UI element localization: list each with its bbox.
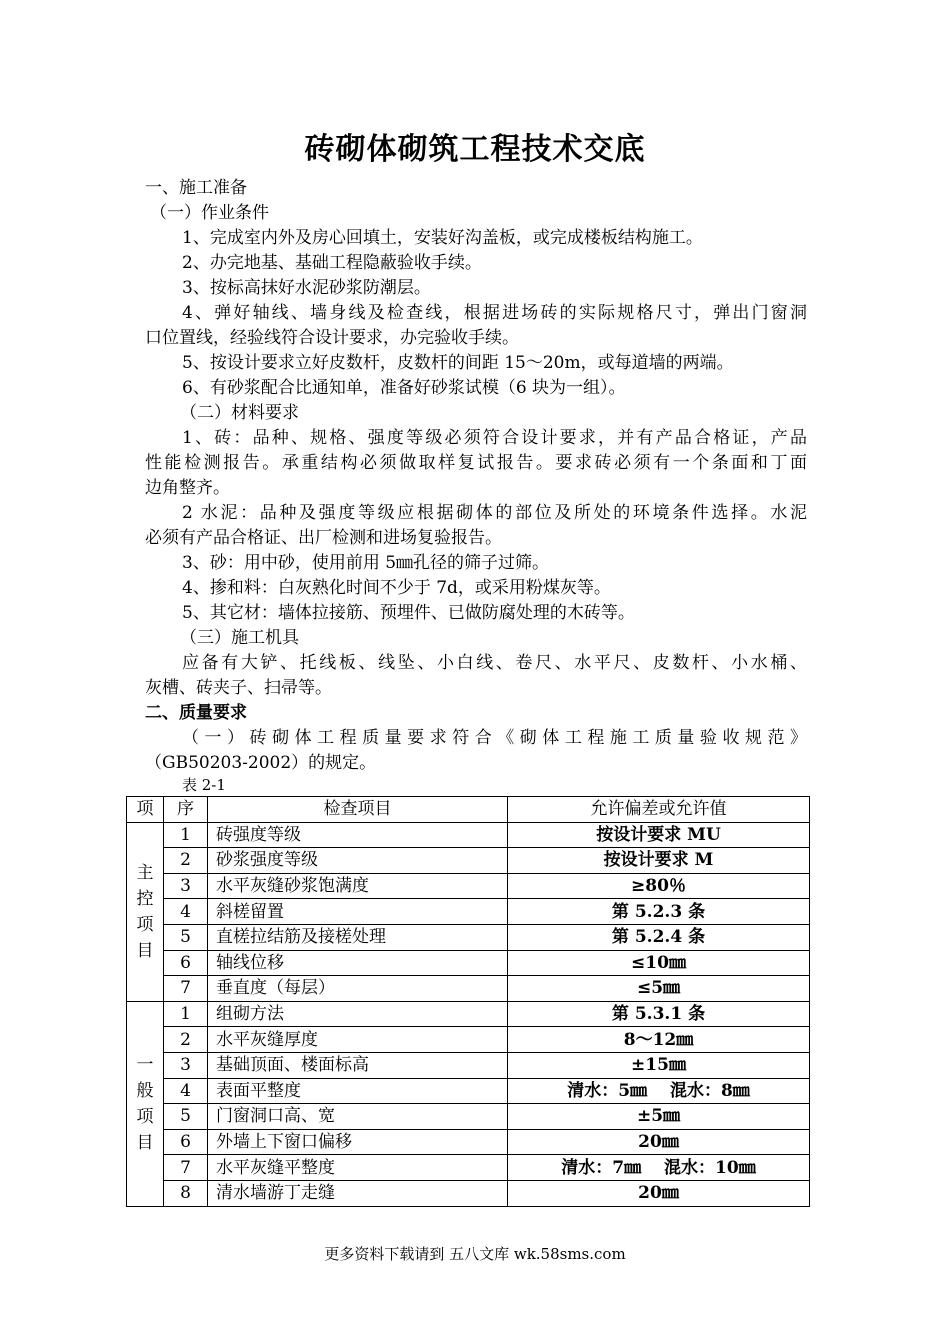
subsection-heading-materials: （二）材料要求 <box>180 403 299 423</box>
table-row <box>127 1027 810 1053</box>
header-cell-value: 允许偏差或允许值 <box>508 797 810 823</box>
row-value: 20㎜ <box>508 1129 810 1155</box>
paragraph-line: 1、砖：品种、规格、强度等级必须符合设计要求，并有产品合格证，产品 <box>182 428 807 448</box>
row-seq: 6 <box>164 1129 208 1155</box>
paragraph-line: 边角整齐。 <box>145 478 230 498</box>
row-value: ±5㎜ <box>508 1104 810 1130</box>
group-label-general <box>127 1001 164 1206</box>
row-item: 水平灰缝砂浆饱满度 <box>208 873 508 899</box>
paragraph-line: （一）砖砌体工程质量要求符合《砌体工程施工质量验收规范》 <box>182 728 807 748</box>
row-item: 表面平整度 <box>208 1078 508 1104</box>
row-seq: 7 <box>164 1155 208 1181</box>
row-seq: 1 <box>164 822 208 848</box>
row-item: 水平灰缝厚度 <box>208 1027 508 1053</box>
paragraph-line: （GB50203-2002）的规定。 <box>145 753 377 773</box>
subsection-heading-tools: （三）施工机具 <box>180 628 299 648</box>
row-seq: 6 <box>164 950 208 976</box>
row-seq: 2 <box>164 848 208 874</box>
row-seq: 1 <box>164 1001 208 1027</box>
table-row <box>127 848 810 874</box>
table-row <box>127 1052 810 1078</box>
row-item: 组砌方法 <box>208 1001 508 1027</box>
row-value: ≤5㎜ <box>508 976 810 1002</box>
row-item: 外墙上下窗口偏移 <box>208 1129 508 1155</box>
row-item: 基础顶面、楼面标高 <box>208 1052 508 1078</box>
row-value: ±15㎜ <box>508 1052 810 1078</box>
table-row <box>127 822 810 848</box>
row-value: 按设计要求 M <box>508 848 810 874</box>
row-item: 砖强度等级 <box>208 822 508 848</box>
paragraph-line: 1、完成室内外及房心回填土，安装好沟盖板，或完成楼板结构施工。 <box>182 228 703 248</box>
row-seq: 3 <box>164 1052 208 1078</box>
table-row <box>127 899 810 925</box>
group-label-main-control <box>127 822 164 1001</box>
header-cell-group: 项 <box>127 797 164 823</box>
row-value: 清水：7㎜ 混水：10㎜ <box>508 1155 810 1181</box>
row-value: 20㎜ <box>508 1180 810 1206</box>
table-caption: 表 2-1 <box>182 776 226 794</box>
table-row <box>127 1104 810 1130</box>
row-item: 砂浆强度等级 <box>208 848 508 874</box>
table-row <box>127 873 810 899</box>
row-value: 8～12㎜ <box>508 1027 810 1053</box>
row-item: 直槎拉结筋及接槎处理 <box>208 924 508 950</box>
paragraph-line: 必须有产品合格证、出厂检测和进场复验报告。 <box>145 528 502 548</box>
group-label-text: 主控项目 <box>136 862 154 961</box>
paragraph-line: 3、按标高抹好水泥砂浆防潮层。 <box>182 278 431 298</box>
table-row <box>127 1001 810 1027</box>
row-value: ≤10㎜ <box>508 950 810 976</box>
table-row <box>127 1180 810 1206</box>
paragraph-line: 灰槽、砖夹子、扫帚等。 <box>145 678 332 698</box>
table-row <box>127 1155 810 1181</box>
row-item: 斜槎留置 <box>208 899 508 925</box>
table-header-row <box>127 797 810 823</box>
page-footer[interactable]: 更多资料下载请到 五八文库 wk.58sms.com <box>324 1245 626 1263</box>
table-row <box>127 976 810 1002</box>
paragraph-line: 应备有大铲、托线板、线坠、小白线、卷尺、水平尺、皮数杆、小水桶、 <box>182 653 807 673</box>
row-seq: 3 <box>164 873 208 899</box>
paragraph-line: 5、按设计要求立好皮数杆，皮数杆的间距 15～20m，或每道墙的两端。 <box>182 353 734 373</box>
table-row <box>127 1078 810 1104</box>
header-cell-item: 检查项目 <box>208 797 508 823</box>
paragraph-line: 5、其它材：墙体拉接筋、预埋件、已做防腐处理的木砖等。 <box>182 603 635 623</box>
header-cell-seq: 序 <box>164 797 208 823</box>
table-row <box>127 950 810 976</box>
table-row <box>127 1129 810 1155</box>
row-seq: 5 <box>164 924 208 950</box>
paragraph-line: 2 水泥：品种及强度等级应根据砌体的部位及所处的环境条件选择。水泥 <box>182 503 807 523</box>
paragraph-line: 3、砂：用中砂，使用前用 5㎜孔径的筛子过筛。 <box>182 553 550 573</box>
paragraph-line: 6、有砂浆配合比通知单，准备好砂浆试模（6 块为一组）。 <box>182 378 626 398</box>
subsection-heading-conditions: （一）作业条件 <box>150 203 269 223</box>
row-seq: 2 <box>164 1027 208 1053</box>
row-seq: 8 <box>164 1180 208 1206</box>
quality-table <box>126 796 810 1207</box>
row-item: 水平灰缝平整度 <box>208 1155 508 1181</box>
row-seq: 7 <box>164 976 208 1002</box>
document-title: 砖砌体砌筑工程技术交底 <box>304 132 646 167</box>
row-item: 清水墙游丁走缝 <box>208 1180 508 1206</box>
paragraph-line: 性能检测报告。承重结构必须做取样复试报告。要求砖必须有一个条面和丁面 <box>145 453 807 473</box>
section-heading-2: 二、质量要求 <box>145 703 247 723</box>
row-value: 按设计要求 MU <box>508 822 810 848</box>
row-seq: 4 <box>164 899 208 925</box>
section-heading-1: 一、施工准备 <box>145 178 247 198</box>
row-value: 第 5.2.3 条 <box>508 899 810 925</box>
row-item: 垂直度（每层） <box>208 976 508 1002</box>
row-value: 第 5.3.1 条 <box>508 1001 810 1027</box>
row-seq: 5 <box>164 1104 208 1130</box>
paragraph-line: 口位置线，经验线符合设计要求，办完验收手续。 <box>145 328 519 348</box>
row-seq: 4 <box>164 1078 208 1104</box>
row-value: 清水：5㎜ 混水：8㎜ <box>508 1078 810 1104</box>
paragraph-line: 2、办完地基、基础工程隐蔽验收手续。 <box>182 253 482 273</box>
paragraph-line: 4、掺和料：白灰熟化时间不少于 7d，或采用粉煤灰等。 <box>182 578 611 598</box>
row-item: 轴线位移 <box>208 950 508 976</box>
group-label-text: 一般项目 <box>136 1054 154 1153</box>
row-value: 第 5.2.4 条 <box>508 924 810 950</box>
paragraph-line: 4、弹好轴线、墙身线及检查线，根据进场砖的实际规格尺寸，弹出门窗洞 <box>182 303 807 323</box>
row-item: 门窗洞口高、宽 <box>208 1104 508 1130</box>
row-value: ≥80％ <box>508 873 810 899</box>
table-row <box>127 924 810 950</box>
